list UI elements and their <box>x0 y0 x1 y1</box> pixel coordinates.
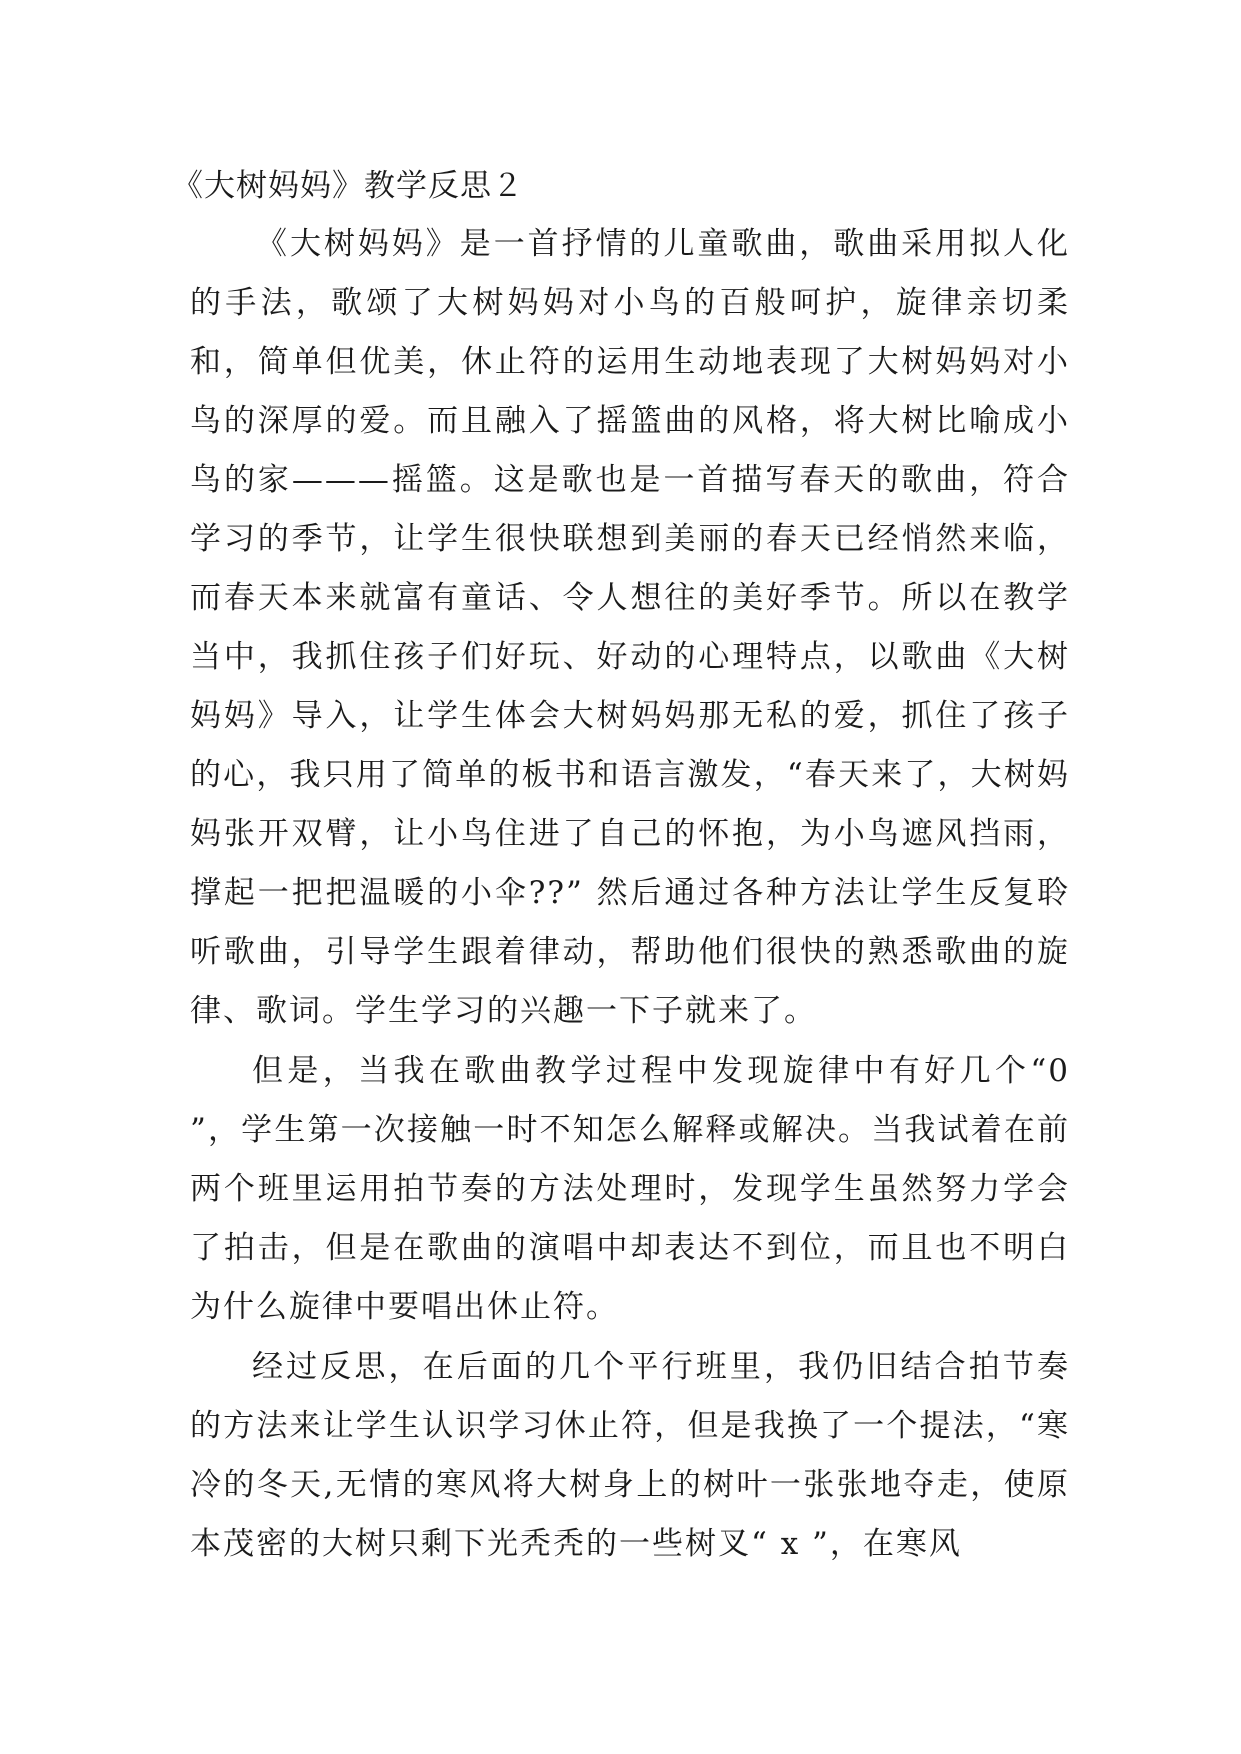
document-title: 《大树妈妈》教学反思２ <box>172 168 524 204</box>
paragraph-1: 《大树妈妈》是一首抒情的儿童歌曲，歌曲采用拟人化的手法，歌颂了大树妈妈对小鸟的百般呵护，旋律亲切柔和，简单但优美，休止符的运用生动地表现了大树妈妈对小鸟的深厚的爱。而且融入了摇篮曲的风格，将大树比喻成小鸟的家———摇篮。这是歌也是一首描写春天的歌曲，符合学习的季节，让学生很快联想到美丽的春天已经悄然来临，而春天本来就富有童话、令人想往的美好季节。所以在教学当中，我抓住孩子们好玩、好动的心理特点，以歌曲《大树妈妈》导入，让学生体会大树妈妈那无私的爱，抓住了孩子的心，我只用了简单的板书和语言激发，“春天来了，大树妈妈张开双臂，让小鸟住进了自己的怀抱，为小鸟遮风挡雨，撑起一把把温暖的小伞??” 然后通过各种方法让学生反复聆听歌曲，引导学生跟着律动，帮助他们很快的熟悉歌曲的旋律、歌词。学生学习的兴趣一下子就来了。 <box>190 226 1070 1029</box>
paragraph-2: 但是，当我在歌曲教学过程中发现旋律中有好几个“0 ”，学生第一次接触一时不知怎么解释或解决。当我试着在前两个班里运用拍节奏的方法处理时，发现学生虽然努力学会了拍击，但是在歌曲的演唱中却表达不到位，而且也不明白为什么旋律中要唱出休止符。 <box>190 1053 1070 1325</box>
paragraph-3: 经过反思，在后面的几个平行班里，我仍旧结合拍节奏的方法来让学生认识学习休止符，但是我换了一个提法，“寒冷的冬天,无情的寒风将大树身上的树叶一张张地夺走，使原本茂密的大树只剩下光秃秃的一些树叉“ x ”，在寒风 <box>190 1349 1070 1562</box>
document-page <box>172 162 1070 1575</box>
